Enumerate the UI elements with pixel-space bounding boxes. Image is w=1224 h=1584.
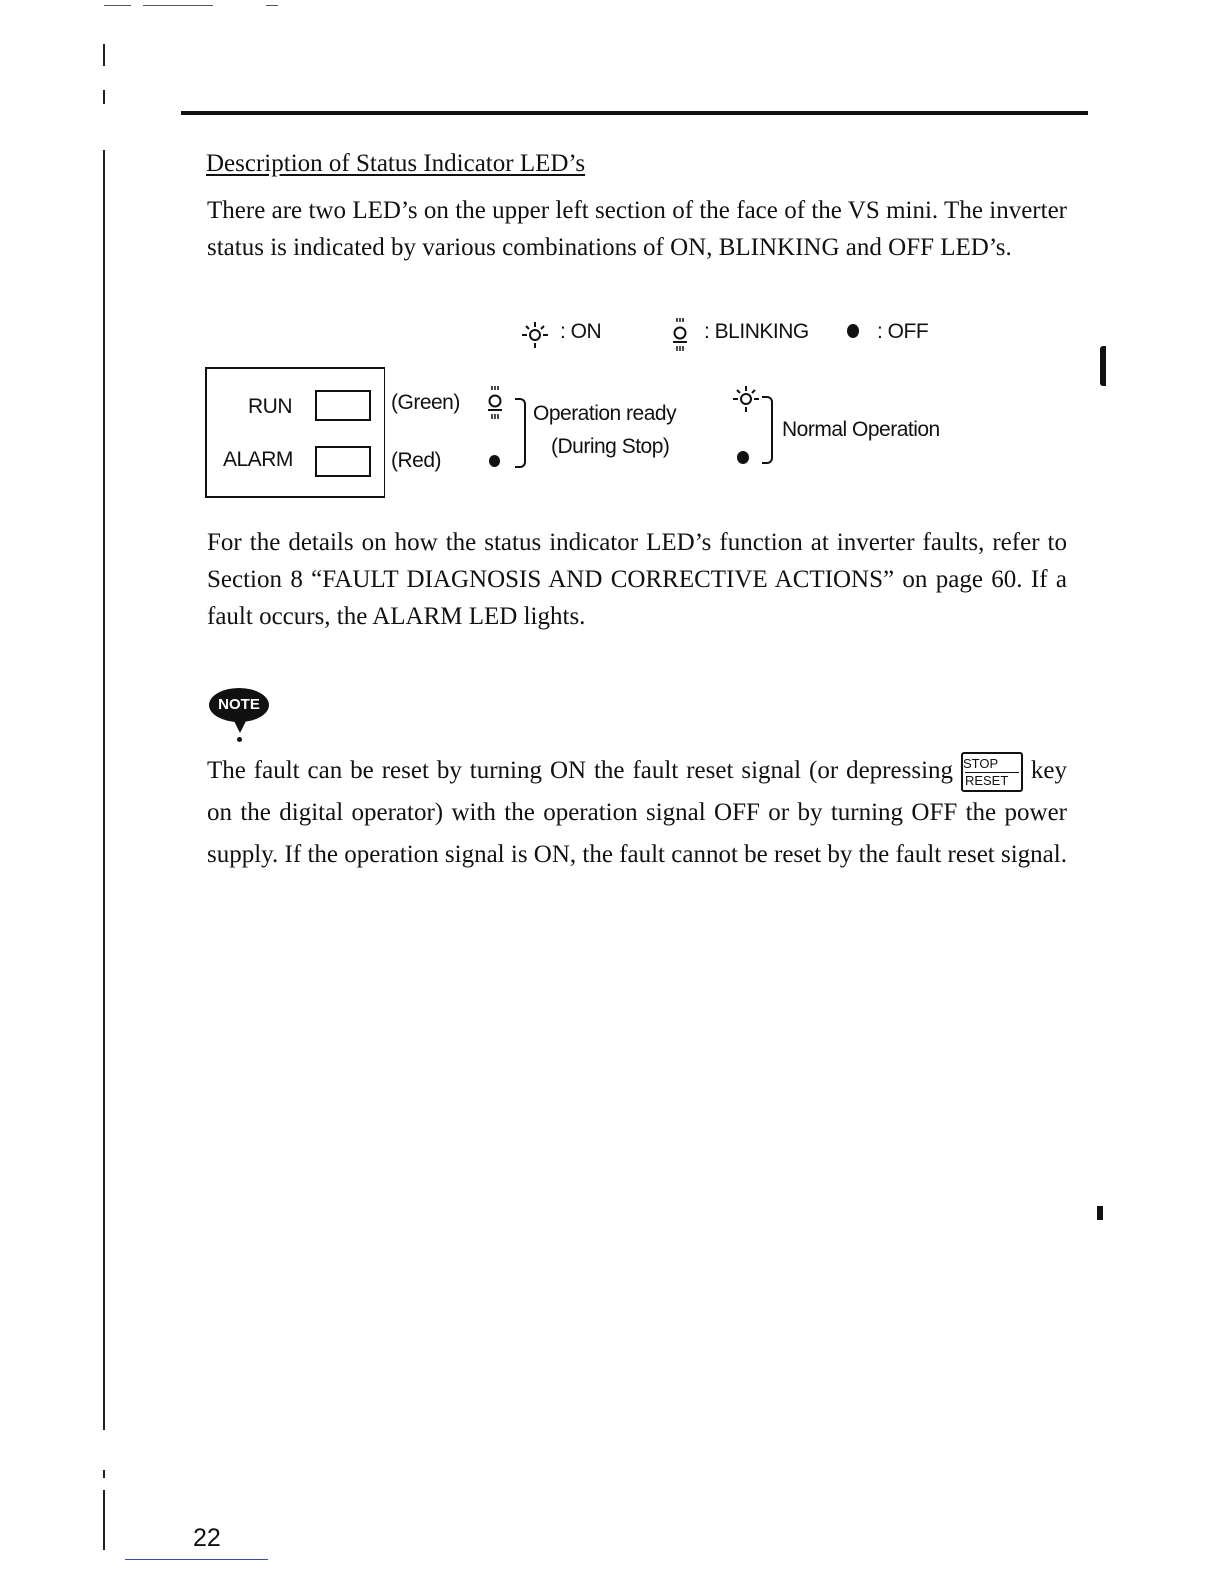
state-ready-line1: Operation ready <box>533 402 677 425</box>
fault-paragraph: For the details on how the status indicator LED’s function at inverter faults, refer to Section 8 “FAULT DIAGNOSIS AND CORRECTIVE ACTIONS” on page 60. If a fault occurs, the ALARM LED lights. <box>207 529 1067 630</box>
state-ready-line2: (During Stop) <box>551 435 670 458</box>
key-bottom-label: RESET <box>965 772 1019 788</box>
intro-paragraph: There are two LED’s on the upper left section of the face of the VS mini. The inverter status is indicated by various combinations of ON, BLINKING and OFF LED’s. <box>207 197 1067 261</box>
legend-blinking-label: : BLINKING <box>704 320 809 343</box>
note-badge-tail <box>233 719 247 733</box>
bracket <box>762 396 773 464</box>
edge-mark <box>1097 1206 1103 1220</box>
bracket <box>515 398 526 468</box>
note-text-2: key on the digital operator) with the operation signal OFF or by turning OFF the power supply. If the operation signal is ON, the fault cannot be reset by the fault reset signal. <box>207 757 1067 869</box>
legend-on-label: : ON <box>560 320 602 343</box>
margin-line <box>103 44 105 66</box>
note-badge: NOTE <box>209 688 269 722</box>
state-normal-label: Normal Operation <box>782 418 940 441</box>
run-led <box>315 390 371 421</box>
run-label: RUN <box>248 395 292 418</box>
note-text-1: The fault can be reset by turning ON the fault reset signal (or depressing <box>207 757 954 784</box>
alarm-label: ALARM <box>223 448 293 471</box>
filled-dot-icon <box>489 455 500 467</box>
sun-icon <box>731 384 761 414</box>
sun-icon <box>520 320 550 350</box>
filled-dot-icon <box>847 324 859 338</box>
run-color-label: (Green) <box>391 391 460 414</box>
edge-mark <box>1100 346 1106 386</box>
blinking-lamp-icon <box>670 316 690 354</box>
note-paragraph <box>207 750 1067 876</box>
margin-line <box>103 150 105 1430</box>
blinking-lamp-icon <box>485 384 505 422</box>
margin-line <box>103 1470 105 1478</box>
scan-mark <box>104 5 131 6</box>
legend-off-label: : OFF <box>877 320 929 343</box>
scan-mark <box>266 5 278 6</box>
filled-dot-icon <box>737 451 749 464</box>
scan-mark <box>143 5 213 6</box>
margin-line <box>103 90 105 104</box>
alarm-led <box>315 446 371 477</box>
led-panel <box>205 367 385 498</box>
key-top-label: STOP <box>962 756 999 772</box>
stop-reset-key-icon <box>961 752 1023 792</box>
header-rule <box>181 111 1088 115</box>
margin-line <box>103 1490 105 1550</box>
page-number: 22 <box>193 1524 221 1552</box>
note-badge-dot <box>237 737 242 742</box>
footer-rule <box>125 1559 268 1560</box>
section-heading: Description of Status Indicator LED’s <box>206 150 586 177</box>
alarm-color-label: (Red) <box>391 449 442 472</box>
